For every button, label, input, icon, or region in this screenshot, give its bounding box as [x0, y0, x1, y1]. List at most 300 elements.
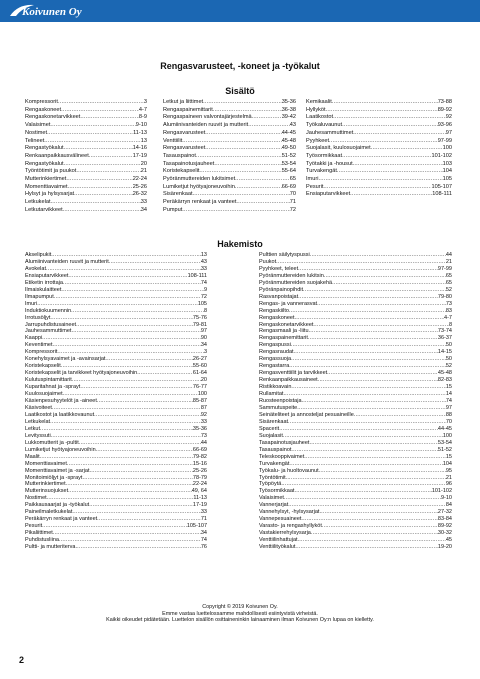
index-entry [259, 315, 452, 322]
entry-label: Kuulosuojaimet [25, 391, 63, 398]
dot-leader [68, 488, 192, 495]
entry-label: Vannehylsyt, -hylsysarjat [259, 509, 320, 516]
sisalto-column-1 [25, 99, 147, 215]
entry-label: Työsormikkaat [306, 152, 343, 159]
entry-label: Ilmaiskulaitteet [25, 286, 62, 293]
dot-leader [294, 488, 431, 495]
entry-label: Ruosteenpoistaja [259, 398, 302, 405]
entry-page: 61-64 [192, 370, 207, 377]
dot-leader [90, 468, 193, 475]
dot-leader [75, 544, 200, 551]
dot-leader [67, 461, 193, 468]
dot-leader [89, 153, 133, 161]
entry-label: Jauhesammuttimet [306, 129, 354, 136]
entry-label: Spacerit [259, 425, 280, 432]
entry-page: 104 [442, 460, 452, 467]
toc-entry [306, 191, 452, 199]
dot-leader [205, 130, 281, 138]
entry-page: 51-52 [437, 446, 452, 453]
entry-page: 15 [445, 453, 452, 460]
toc-entry [25, 207, 147, 215]
dot-leader [279, 426, 438, 433]
entry-label: Venttiilityökalut [259, 544, 296, 551]
index-entry [259, 454, 452, 461]
entry-label: Venttiilinhattujat [259, 537, 298, 544]
index-entry [25, 447, 207, 454]
entry-label: Rengastyökalut [25, 160, 64, 167]
entry-label: Pikaliittimet [25, 530, 53, 537]
entry-page: 89-92 [437, 106, 452, 113]
entry-label: Lumiketjut hyötyajoneuvoihin [163, 183, 235, 190]
dot-leader [332, 99, 438, 107]
dot-leader [213, 107, 282, 115]
dot-leader [71, 308, 204, 315]
index-entry [259, 370, 452, 377]
dot-leader [182, 138, 281, 146]
entry-label: Peräkärryn renkaat ja vanteet [163, 199, 237, 206]
toc-entry [25, 168, 147, 176]
dot-leader [47, 495, 194, 502]
entry-page: 33 [200, 509, 207, 516]
toc-entry [306, 107, 452, 115]
entry-label: Telineet [25, 137, 45, 144]
entry-label: Valaisimet [259, 495, 284, 502]
entry-page: 72 [289, 206, 296, 213]
entry-label: Kuparitahnat ja -sprayt [25, 384, 81, 391]
index-entry [25, 259, 207, 266]
entry-label: Jauhesammuttimet [25, 328, 72, 335]
entry-label: Mutterinkiertimet [25, 176, 67, 183]
entry-page: 105 [197, 300, 207, 307]
index-entry [259, 328, 452, 335]
dot-leader [74, 191, 133, 199]
dot-leader [342, 122, 438, 130]
entry-page: 9 [203, 286, 207, 293]
index-entry [25, 328, 207, 335]
entry-page: 71 [200, 516, 207, 523]
index-entry [25, 315, 207, 322]
toc-entry [163, 191, 296, 199]
dot-leader [298, 537, 446, 544]
toc-entry [25, 130, 147, 138]
entry-page: 45 [445, 537, 452, 544]
index-entry [25, 384, 207, 391]
dot-leader [203, 99, 282, 107]
index-entry [259, 356, 452, 363]
hakemisto-column-2 [259, 252, 452, 551]
index-entry [259, 287, 452, 294]
dot-leader [61, 363, 193, 370]
index-entry [25, 370, 207, 377]
dot-leader [288, 419, 446, 426]
entry-label: Mutterinkiertimet [25, 481, 66, 488]
entry-label: Puukot [259, 258, 277, 265]
toc-entry [163, 199, 296, 207]
entry-label: Varasto- ja rengashyllyköt [259, 523, 322, 530]
index-entry [259, 530, 452, 537]
entry-label: Valaisimet [25, 122, 51, 129]
entry-page: 34 [140, 206, 147, 213]
entry-label: Rengaskoneet [25, 106, 62, 113]
entry-page: 100 [442, 145, 452, 152]
entry-page: 53-54 [281, 160, 296, 167]
toc-entry [25, 161, 147, 169]
dot-leader [337, 168, 443, 176]
entry-page: 97-99 [437, 265, 452, 272]
entry-label: Momenttiavaimet [25, 183, 68, 190]
entry-page: 3 [203, 349, 207, 356]
entry-page: 74 [200, 279, 207, 286]
dot-leader [61, 287, 204, 294]
koivunen-logo [8, 3, 100, 19]
entry-label: Venttiilit [163, 137, 183, 144]
entry-page: 8 [448, 321, 452, 328]
entry-page: 49, 64 [191, 488, 207, 495]
toc-entry [25, 114, 147, 122]
index-entry [25, 252, 207, 259]
entry-label: Paikkausaarjat ja -työkalut [25, 502, 90, 509]
index-entry [25, 273, 207, 280]
entry-label: Induktiokuumennin [25, 307, 72, 314]
dot-leader [353, 161, 443, 169]
dot-leader [235, 176, 290, 184]
toc-entry [163, 168, 296, 176]
toc-entry [306, 145, 452, 153]
dot-leader [105, 356, 193, 363]
entry-page: 101-102 [431, 152, 452, 159]
dot-leader [52, 405, 201, 412]
entry-page: 104 [442, 168, 452, 175]
dot-leader [319, 509, 437, 516]
entry-page: 14-15 [437, 349, 452, 356]
entry-page: 13 [140, 137, 147, 144]
entry-page: 9-10 [440, 495, 452, 502]
entry-page: 108-111 [432, 191, 452, 198]
dot-leader [291, 342, 446, 349]
entry-page: 50 [445, 356, 452, 363]
entry-page: 20 [200, 377, 207, 384]
dot-leader [42, 335, 201, 342]
index-entry [259, 412, 452, 419]
index-entry [25, 405, 207, 412]
dot-leader [68, 273, 187, 280]
entry-label: Rengaspainemittarit [259, 335, 308, 342]
entry-page: 22-24 [132, 176, 147, 183]
entry-page: 73-88 [437, 99, 452, 105]
toc-entry [306, 122, 452, 130]
dot-leader [96, 447, 193, 454]
dot-leader [53, 342, 201, 349]
entry-page: 92 [200, 411, 207, 418]
toc-entry [25, 184, 147, 192]
dot-leader [327, 370, 438, 377]
dot-leader [50, 122, 135, 130]
index-entry [25, 523, 207, 530]
dot-leader [291, 356, 446, 363]
index-entry [25, 433, 207, 440]
index-entry [259, 273, 452, 280]
entry-page: 20 [140, 160, 147, 167]
dot-leader [50, 419, 201, 426]
dot-leader [72, 377, 201, 384]
toc-entry [306, 161, 452, 169]
dot-leader [301, 516, 438, 523]
page-number: 2 [19, 655, 25, 665]
toc-entry [25, 176, 147, 184]
entry-label: Rengaskonetarvikkeet [259, 321, 314, 328]
entry-label: Pyöränmuttereiden lukitsimet [163, 176, 236, 183]
dot-leader [64, 145, 133, 153]
entry-page: 73-74 [437, 328, 452, 335]
entry-label: Rullamitat [259, 391, 284, 398]
index-entry [25, 356, 207, 363]
toc-entry [306, 99, 452, 107]
entry-page: 78-79 [192, 474, 207, 481]
entry-label: Laatikostot [306, 114, 334, 121]
entry-label: Levityssuti [25, 432, 51, 439]
dot-leader [51, 433, 201, 440]
index-entry [25, 398, 207, 405]
entry-page: 83-84 [437, 516, 452, 523]
dot-leader [82, 475, 192, 482]
dot-leader [294, 349, 438, 356]
entry-page: 55-64 [281, 168, 296, 175]
entry-label: Letkut ja liittimet [163, 99, 204, 105]
entry-page: 4-7 [138, 106, 147, 113]
entry-page: 100 [442, 432, 452, 439]
entry-page: 105 [442, 176, 452, 183]
entry-label: Tasauspainot [259, 446, 292, 453]
entry-page: 97 [200, 328, 207, 335]
copyright-footer [0, 604, 480, 624]
toc-entry [163, 138, 296, 146]
dot-leader [309, 440, 437, 447]
disclaimer-line: Emme vastaa luettelossamme mahdollisesti esiintyvistä virheistä. [162, 610, 318, 617]
dot-leader [196, 153, 282, 161]
index-entry [25, 322, 207, 329]
index-entry [25, 308, 207, 315]
dot-leader [303, 287, 446, 294]
entry-label: Mutterinsuojukset [25, 488, 69, 495]
entry-page: 11-13 [193, 495, 207, 502]
index-entry [259, 301, 452, 308]
dot-leader [283, 391, 445, 398]
dot-leader [302, 398, 446, 405]
entry-page: 65 [289, 176, 296, 183]
entry-page: 15 [445, 384, 452, 391]
index-entry [259, 481, 452, 488]
entry-page: 65 [445, 279, 452, 286]
index-entry [259, 447, 452, 454]
entry-label: Rengastarra [259, 363, 290, 370]
entry-page: 14-16 [132, 145, 147, 152]
index-entry [259, 544, 452, 551]
entry-label: Alumiinivanteiden ruuvit ja mutterit [163, 122, 249, 129]
index-entry [25, 537, 207, 544]
entry-page: 55-60 [192, 363, 207, 370]
entry-page: 45-48 [281, 137, 296, 144]
entry-page: 97 [445, 129, 452, 136]
dot-leader [137, 370, 193, 377]
index-entry [25, 502, 207, 509]
entry-label: Sisärenkaat [259, 418, 289, 425]
entry-page: 44 [445, 252, 452, 258]
toc-entry [163, 145, 296, 153]
index-entry [25, 294, 207, 301]
index-entry [259, 259, 452, 266]
dot-leader [54, 294, 201, 301]
index-entry [259, 426, 452, 433]
entry-page: 21 [140, 168, 147, 175]
entry-label: Sisärenkaat [163, 191, 193, 198]
dot-leader [50, 315, 193, 322]
entry-page: 105-107 [431, 183, 452, 190]
dot-leader [289, 461, 442, 468]
entry-label: Käsienpesuhyytelöt ja -aineet [25, 398, 97, 405]
entry-label: Tasauspainot [163, 152, 196, 159]
entry-page: 51-52 [281, 152, 296, 159]
index-entry [25, 266, 207, 273]
entry-page: 26-32 [132, 191, 147, 198]
entry-label: Letkukelat [25, 418, 51, 425]
entry-page: 79-80 [437, 293, 452, 300]
entry-label: Hyllyköt [306, 106, 326, 113]
entry-label: Rengasraudat [259, 349, 294, 356]
entry-page: 34 [200, 530, 207, 537]
entry-page: 76 [200, 544, 207, 551]
entry-page: 103 [442, 160, 452, 167]
entry-page: 17-19 [192, 502, 207, 509]
sisalto-column-2 [163, 99, 296, 215]
dot-leader [353, 130, 446, 138]
entry-label: Koristekapselit [163, 168, 200, 175]
entry-label: Rengasvarusteet [163, 129, 206, 136]
entry-page: 74 [445, 398, 452, 405]
dot-leader [63, 207, 141, 215]
entry-label: Pyöränpainopihdit [259, 286, 304, 293]
index-entry [259, 308, 452, 315]
entry-label: Avokelat [25, 265, 46, 272]
toc-entry [306, 176, 452, 184]
entry-label: Koristekapselit ja tarvikkeet hyötyajoneuvoihin [25, 370, 138, 377]
index-entry [25, 363, 207, 370]
dot-leader [284, 495, 441, 502]
toc-entry [25, 107, 147, 115]
entry-label: Rengasventtiilit ja tarvikkeet [259, 370, 328, 377]
entry-label: Momenttiavaimet ja -sarjat [25, 467, 90, 474]
entry-page: 19-20 [437, 544, 452, 551]
dot-leader [89, 502, 193, 509]
entry-label: Pesurit [25, 523, 43, 530]
index-entry [25, 509, 207, 516]
dot-leader [46, 266, 201, 273]
entry-page: 89-92 [437, 523, 452, 530]
dot-leader [97, 398, 193, 405]
entry-page: 36-38 [281, 106, 296, 113]
index-entry [259, 391, 452, 398]
hakemisto-heading: Hakemisto [217, 239, 263, 249]
toc-entry [306, 130, 452, 138]
toc-entry [306, 114, 452, 122]
entry-label: Sammutuspeite [259, 404, 298, 411]
entry-label: Letkut [25, 425, 40, 432]
entry-page: 8 [203, 307, 207, 314]
entry-label: Työpöytä [259, 481, 282, 488]
entry-page: 21 [445, 474, 452, 481]
entry-page: 45-48 [437, 370, 452, 377]
index-entry [25, 342, 207, 349]
index-entry [259, 461, 452, 468]
entry-label: Rengaspussi [259, 342, 291, 349]
entry-label: Rengaspaineen valvontajärjestelmä [163, 114, 252, 121]
entry-page: 49-50 [281, 145, 296, 152]
entry-label: Ensiaputarvikkeet [306, 191, 351, 198]
toc-entry [306, 168, 452, 176]
index-entry [25, 468, 207, 475]
dot-leader [40, 454, 193, 461]
index-entry [25, 481, 207, 488]
dot-leader [72, 509, 200, 516]
entry-page: 95 [445, 467, 452, 474]
entry-page: 8-9 [138, 114, 147, 121]
entry-page: 72 [200, 293, 207, 300]
dot-leader [295, 544, 438, 551]
entry-label: Kompressorit [25, 99, 58, 105]
dot-leader [61, 107, 139, 115]
index-entry [259, 384, 452, 391]
dot-leader [310, 252, 446, 259]
dot-leader [66, 176, 132, 184]
index-entry [25, 349, 207, 356]
entry-label: Renkaanpaikkausaineet [259, 377, 318, 384]
entry-label: Ensiaputarvikkeet [25, 272, 69, 279]
dot-leader [94, 412, 201, 419]
dot-leader [276, 259, 446, 266]
index-entry [259, 475, 452, 482]
index-entry [25, 544, 207, 551]
entry-label: Keventimet [25, 342, 53, 349]
dot-leader [252, 114, 282, 122]
entry-label: Rengasvarusteet [163, 145, 206, 152]
dot-leader [64, 161, 141, 169]
entry-label: Pulttien säilytyspussi [259, 252, 310, 258]
dot-leader [235, 184, 282, 192]
dot-leader [68, 184, 133, 192]
entry-label: Nostimet [25, 129, 48, 136]
entry-page: 39-42 [281, 114, 296, 121]
dot-leader [291, 384, 445, 391]
index-entry [259, 523, 452, 530]
toc-entry [163, 153, 296, 161]
entry-page: 74 [200, 537, 207, 544]
brand-header-bar [0, 0, 480, 22]
toc-entry [163, 99, 296, 107]
entry-label: Pumput [163, 206, 183, 213]
index-entry [259, 349, 452, 356]
index-entry [259, 468, 452, 475]
entry-page: 9-10 [135, 122, 147, 129]
index-entry [25, 495, 207, 502]
entry-page: 71 [289, 199, 296, 206]
entry-page: 101-102 [431, 488, 452, 495]
entry-label: Ilmapumput [25, 293, 54, 300]
entry-label: Turvakengät [259, 460, 290, 467]
dot-leader [66, 481, 193, 488]
entry-label: Työntötimit [259, 474, 286, 481]
dot-leader [53, 530, 201, 537]
entry-page: 3 [143, 99, 147, 105]
dot-leader [342, 153, 431, 161]
